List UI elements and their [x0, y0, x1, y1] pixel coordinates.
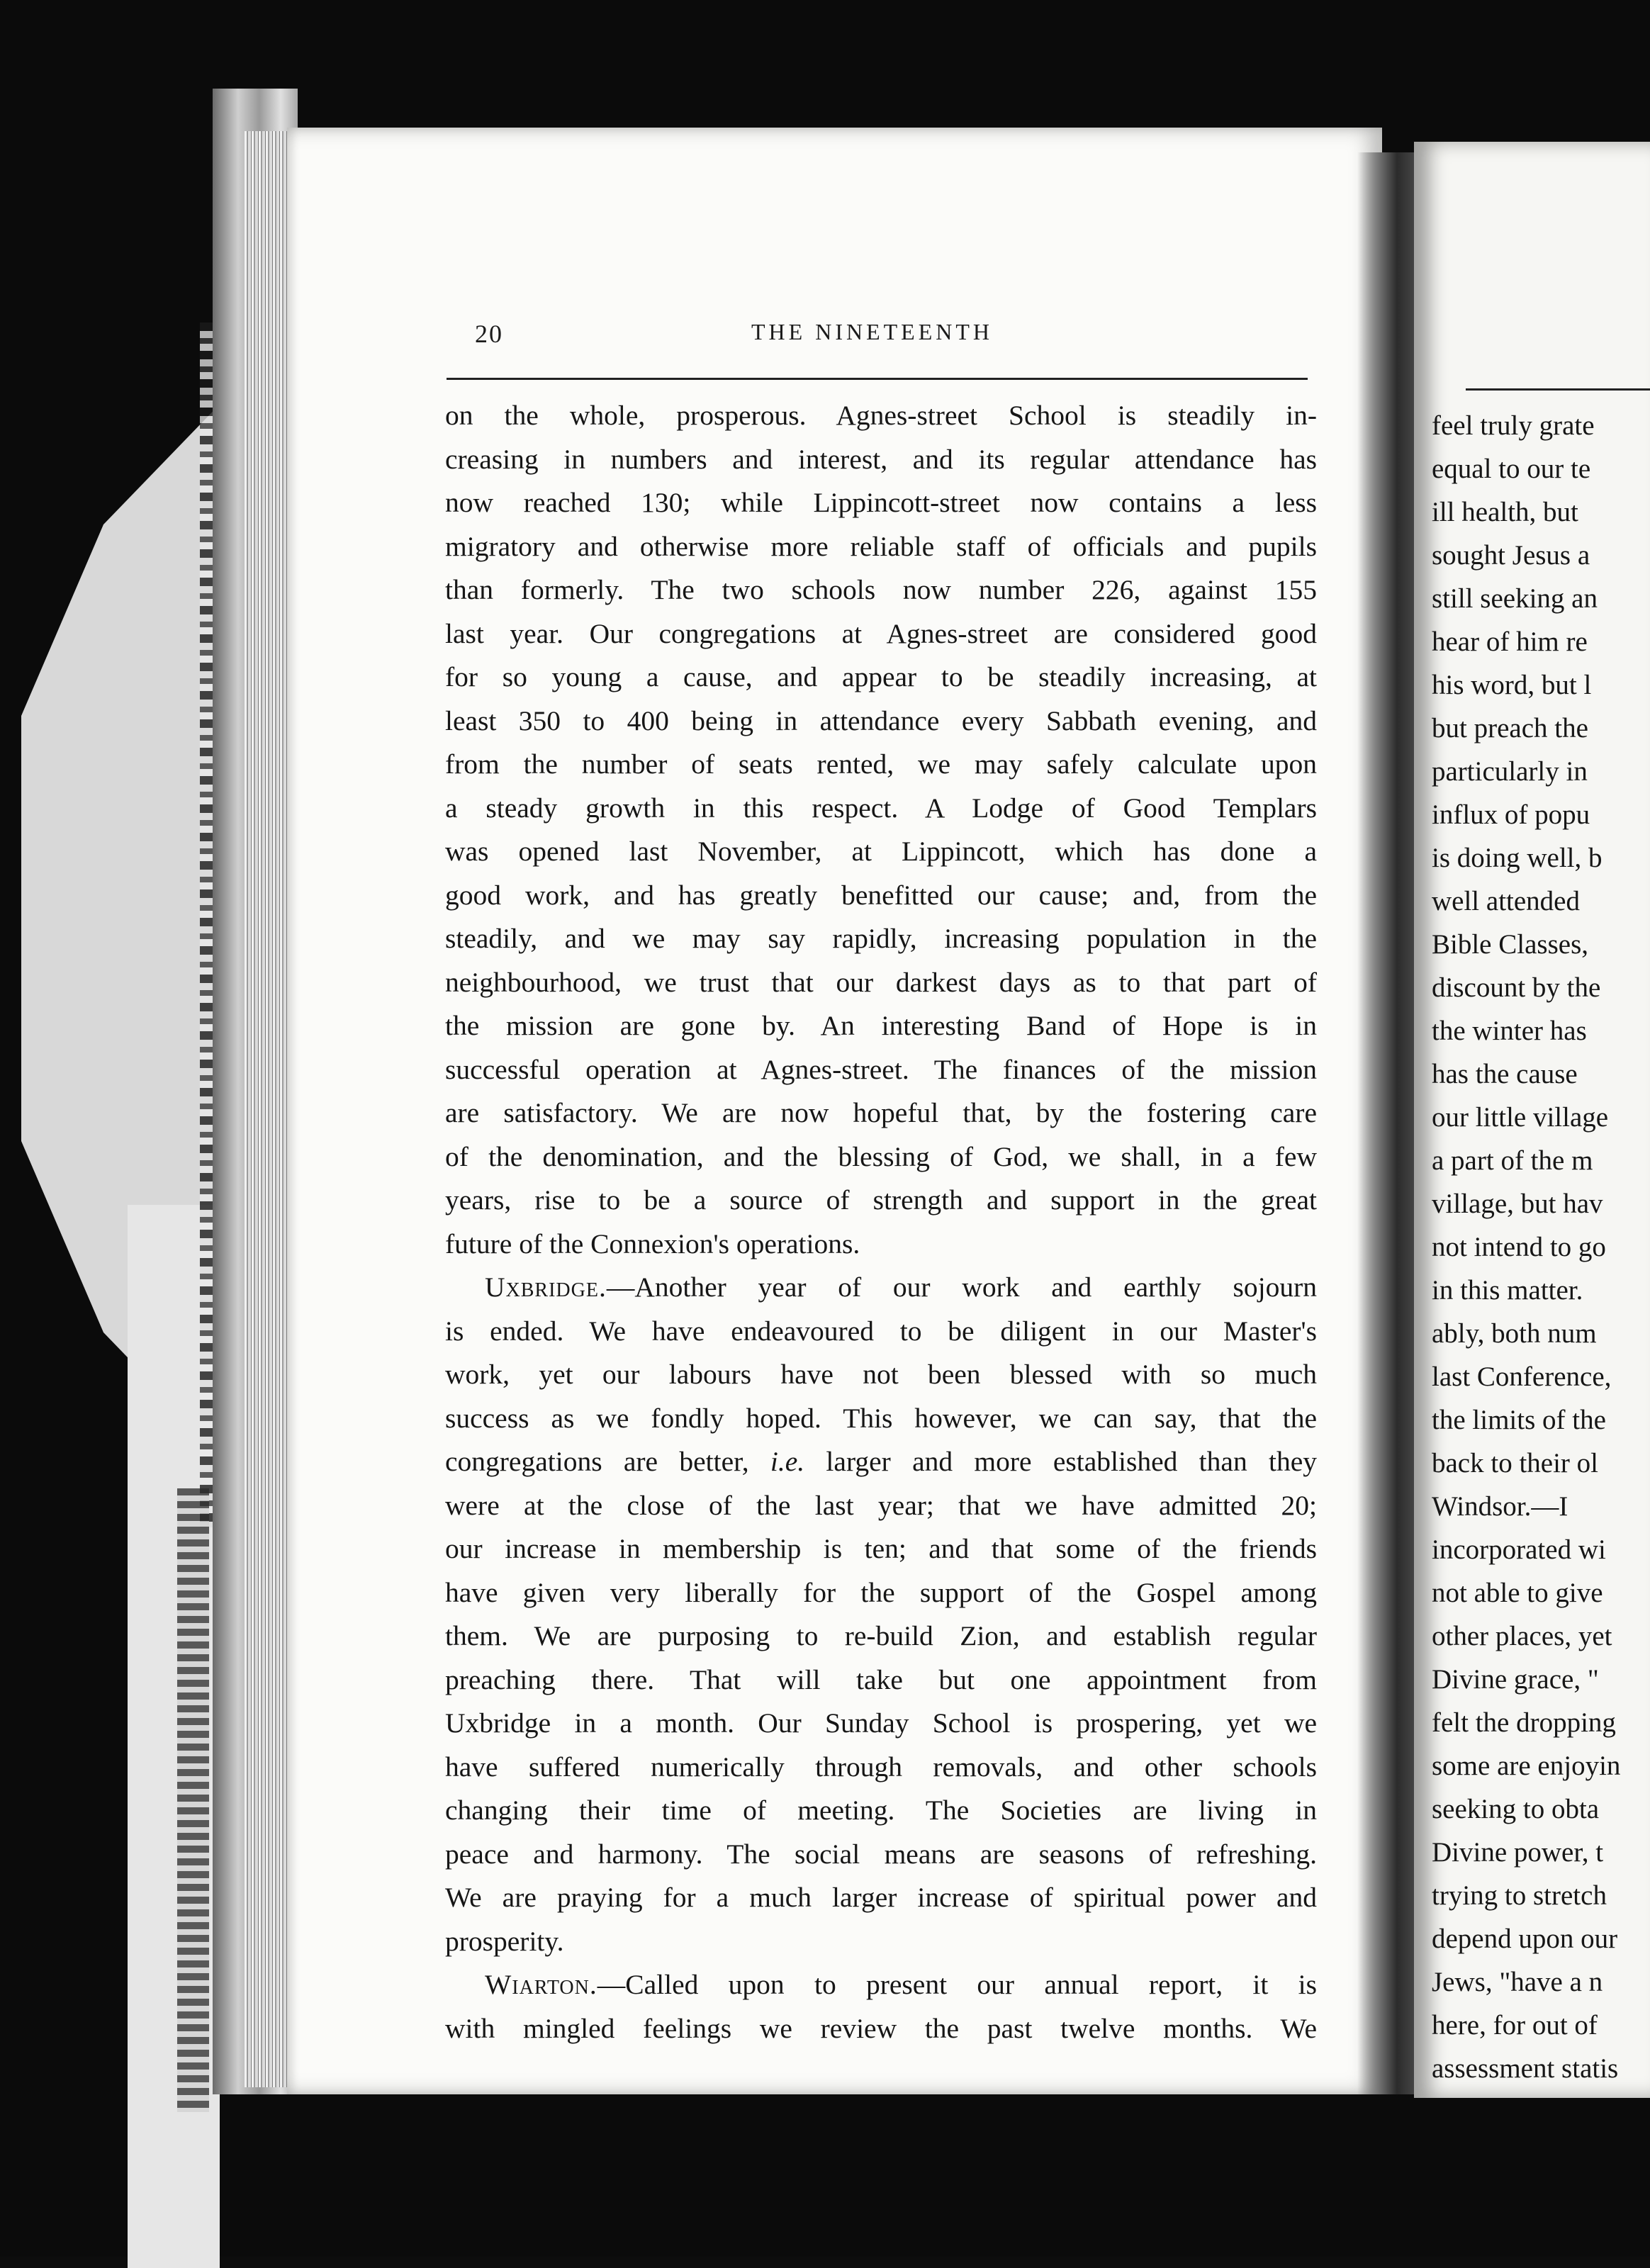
text-line: for so young a cause, and appear to be steadily increasing, at — [445, 661, 1317, 692]
wiarton-heading: Wiarton. — [485, 1969, 597, 2000]
text-line: changing their time of meeting. The Societies are living in — [445, 1795, 1317, 1826]
text-italic: i.e. — [770, 1446, 805, 1477]
text-line: creasing in numbers and interest, and its regular attendance has — [445, 443, 1317, 475]
right-text-line: is doing well, b — [1432, 843, 1603, 873]
text-line: least 350 to 400 being in attendance every Sabbath evening, and — [445, 704, 1317, 736]
right-text-line: not able to give — [1432, 1578, 1603, 1608]
right-text-line: his word, but l — [1432, 670, 1592, 700]
text-line: the mission are gone by. An interesting Band of Hope is in — [445, 1010, 1317, 1041]
page-number: 20 — [475, 320, 503, 348]
text-line: was opened last November, at Lippincott, which has done a — [445, 836, 1317, 867]
text-line: them. We are purposing to re-build Zion, and establish regular — [445, 1620, 1317, 1651]
right-text-line: felt the dropping — [1432, 1707, 1616, 1738]
right-text-line: influx of popu — [1432, 799, 1590, 830]
wiarton-first-line — [445, 1963, 1317, 2007]
text-line: than formerly. The two schools now number 226, against 155 — [445, 574, 1317, 605]
text-line: is ended. We have endeavoured to be diligent in our Master's — [445, 1315, 1317, 1347]
text-line: steadily, and we may say rapidly, increasing population in the — [445, 923, 1317, 954]
left-page-body — [445, 394, 1317, 2050]
right-text-line: seeking to obta — [1432, 1794, 1600, 1824]
right-text-line: but preach the — [1432, 713, 1588, 743]
wiarton-first-line-text: —Called upon to present our annual report, it is — [597, 1969, 1317, 2000]
right-text-line: not intend to go — [1432, 1232, 1606, 1262]
right-page-body — [1432, 404, 1650, 2090]
text-line: now reached 130; while Lippincott-street now contains a less — [445, 487, 1317, 518]
text-line: years, rise to be a source of strength and support in the great — [445, 1184, 1317, 1216]
right-text-line: the winter has — [1432, 1016, 1587, 1046]
text-line: preaching there. That will take but one appointment from — [445, 1663, 1317, 1695]
right-text-line: Jews, "have a n — [1432, 1967, 1603, 1997]
text-line: were at the close of the last year; that we have admitted 20; — [445, 1489, 1317, 1521]
right-text-line: well attended — [1432, 886, 1580, 916]
right-text-line: our little village — [1432, 1102, 1609, 1133]
header-rule — [447, 378, 1308, 380]
text-line: migratory and otherwise more reliable staff of officials and pupils — [445, 530, 1317, 562]
text-line: with mingled feelings we review the past twelve months. We — [445, 2012, 1317, 2044]
right-text-line: the limits of the — [1432, 1405, 1606, 1435]
right-text-line: still seeking an — [1432, 583, 1598, 614]
text-segment: congregations are better, — [445, 1446, 770, 1477]
right-page-rule — [1466, 388, 1650, 391]
text-line: on the whole, prosperous. Agnes-street School is steadily in- — [445, 400, 1317, 431]
running-head: THE NINETEENTH — [751, 319, 994, 344]
right-text-line: particularly in — [1432, 756, 1588, 787]
right-text-line: a part of the m — [1432, 1145, 1593, 1176]
right-text-line: trying to stretch — [1432, 1880, 1607, 1911]
text-line: a steady growth in this respect. A Lodge of Good Templars — [445, 792, 1317, 824]
text-line: success as we fondly hoped. This however, we can say, that the — [445, 1402, 1317, 1434]
right-text-line: here, for out of — [1432, 2010, 1598, 2040]
right-text-line: equal to our te — [1432, 454, 1591, 484]
text-line: our increase in membership is ten; and that some of the friends — [445, 1533, 1317, 1564]
right-text-line: Divine power, t — [1432, 1837, 1604, 1868]
right-text-line: hear of him re — [1432, 627, 1588, 657]
right-text-line: ill health, but — [1432, 497, 1578, 527]
right-text-line: assessment statis — [1432, 2053, 1619, 2084]
right-text-line: sought Jesus a — [1432, 540, 1590, 571]
right-text-line: back to their ol — [1432, 1448, 1599, 1478]
text-line: from the number of seats rented, we may safely calculate upon — [445, 748, 1317, 780]
right-text-line: some are enjoyin — [1432, 1751, 1621, 1781]
book-gutter — [1357, 152, 1414, 2094]
text-line: peace and harmony. The social means are seasons of refreshing. — [445, 1838, 1317, 1870]
right-text-line: depend upon our — [1432, 1924, 1618, 1954]
right-text-line: ably, both num — [1432, 1318, 1597, 1349]
uxbridge-heading: Uxbridge. — [485, 1271, 607, 1303]
text-line: neighbourhood, we trust that our darkest days as to that part of — [445, 966, 1317, 998]
right-text-line: feel truly grate — [1432, 410, 1595, 441]
text-line: Uxbridge in a month. Our Sunday School is prospering, yet we — [445, 1707, 1317, 1739]
text-line — [445, 1440, 1317, 1484]
right-text-line: in this matter. — [1432, 1275, 1583, 1306]
right-text-line: incorporated wi — [1432, 1534, 1606, 1565]
text-line: of the denomination, and the blessing of God, we shall, in a few — [445, 1140, 1317, 1172]
text-line: work, yet our labours have not been blessed with so much — [445, 1359, 1317, 1390]
right-text-line: last Conference, — [1432, 1362, 1612, 1392]
cover-ornament-lower — [177, 1488, 209, 2112]
text-line: have given very liberally for the support of the Gospel among — [445, 1576, 1317, 1608]
text-line: We are praying for a much larger increase of spiritual power and — [445, 1882, 1317, 1913]
page-header — [475, 319, 1311, 361]
text-line: are satisfactory. We are now hopeful that, by the fostering care — [445, 1097, 1317, 1128]
right-text-line: has the cause — [1432, 1059, 1578, 1089]
text-line: future of the Connexion's operations. — [445, 1228, 860, 1259]
right-text-line: Divine grace, " — [1432, 1664, 1599, 1695]
text-line: last year. Our congregations at Agnes-street are considered good — [445, 617, 1317, 649]
text-segment: larger and more established than they — [804, 1446, 1317, 1477]
text-line: good work, and has greatly benefitted our cause; and, from the — [445, 879, 1317, 911]
text-line: successful operation at Agnes-street. The finances of the mission — [445, 1053, 1317, 1085]
uxbridge-first-line-text: —Another year of our work and earthly sojourn — [606, 1271, 1317, 1303]
right-text-line: other places, yet — [1432, 1621, 1612, 1651]
right-text-line: Windsor.—I — [1432, 1491, 1568, 1522]
text-line: have suffered numerically through removals, and other schools — [445, 1751, 1317, 1783]
right-text-line: village, but hav — [1432, 1189, 1603, 1219]
text-line: prosperity. — [445, 1925, 564, 1957]
right-text-line: discount by the — [1432, 972, 1601, 1003]
uxbridge-first-line — [445, 1266, 1317, 1310]
right-text-line: Bible Classes, — [1432, 929, 1588, 960]
